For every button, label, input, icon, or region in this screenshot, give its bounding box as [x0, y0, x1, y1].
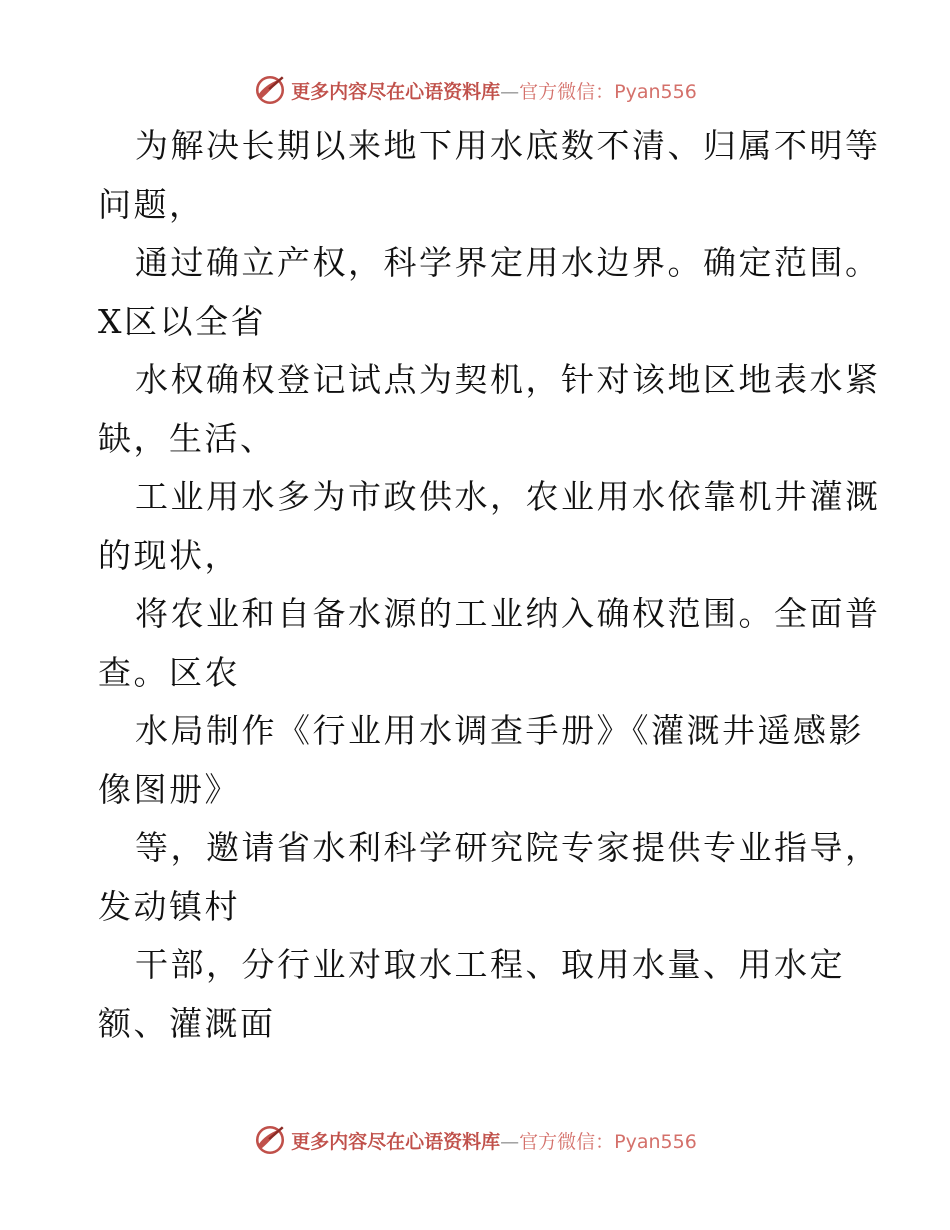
- header-contact: 官方微信：Pyan556: [519, 80, 697, 103]
- text-line: X区以全省: [98, 301, 266, 341]
- pen-ribbon-logo-icon: [253, 1123, 287, 1157]
- text-line: 像图册》: [98, 769, 240, 809]
- footer-banner: [0, 1120, 950, 1160]
- text-line: 干部，分行业对取水工程、取用水量、用水定: [135, 945, 845, 984]
- header-banner: [0, 70, 950, 110]
- text-line: 水权确权登记试点为契机，针对该地区地表水紧: [135, 360, 881, 399]
- text-line: 将农业和自备水源的工业纳入确权范围。全面普: [135, 594, 881, 633]
- text-line: 通过确立产权，科学界定用水边界。确定范围。: [135, 243, 881, 282]
- text-line: 额、灌溉面: [98, 1003, 276, 1043]
- footer-contact: 官方微信：Pyan556: [519, 1130, 697, 1153]
- header-text: [291, 77, 697, 104]
- text-line: 为解决长期以来地下用水底数不清、归属不明等: [135, 126, 881, 165]
- text-line: 等，邀请省水利科学研究院专家提供专业指导，: [135, 828, 881, 867]
- text-line: 缺，生活、: [98, 418, 276, 458]
- document-body: [98, 117, 881, 1053]
- footer-title: 更多内容尽在心语资料库: [291, 1130, 501, 1153]
- header-separator: —: [500, 80, 520, 103]
- pen-ribbon-logo-icon: [253, 73, 287, 107]
- text-line: 查。区农: [98, 652, 240, 692]
- footer-text: [291, 1127, 697, 1154]
- header-title: 更多内容尽在心语资料库: [291, 80, 501, 103]
- text-line: 问题，: [98, 184, 205, 224]
- text-line: 水局制作《行业用水调查手册》《灌溉井遥感影: [135, 711, 864, 750]
- text-line: 工业用水多为市政供水，农业用水依靠机井灌溉: [135, 477, 881, 516]
- text-line: 发动镇村: [98, 886, 240, 926]
- text-line: 的现状，: [98, 535, 240, 575]
- footer-separator: —: [500, 1130, 520, 1153]
